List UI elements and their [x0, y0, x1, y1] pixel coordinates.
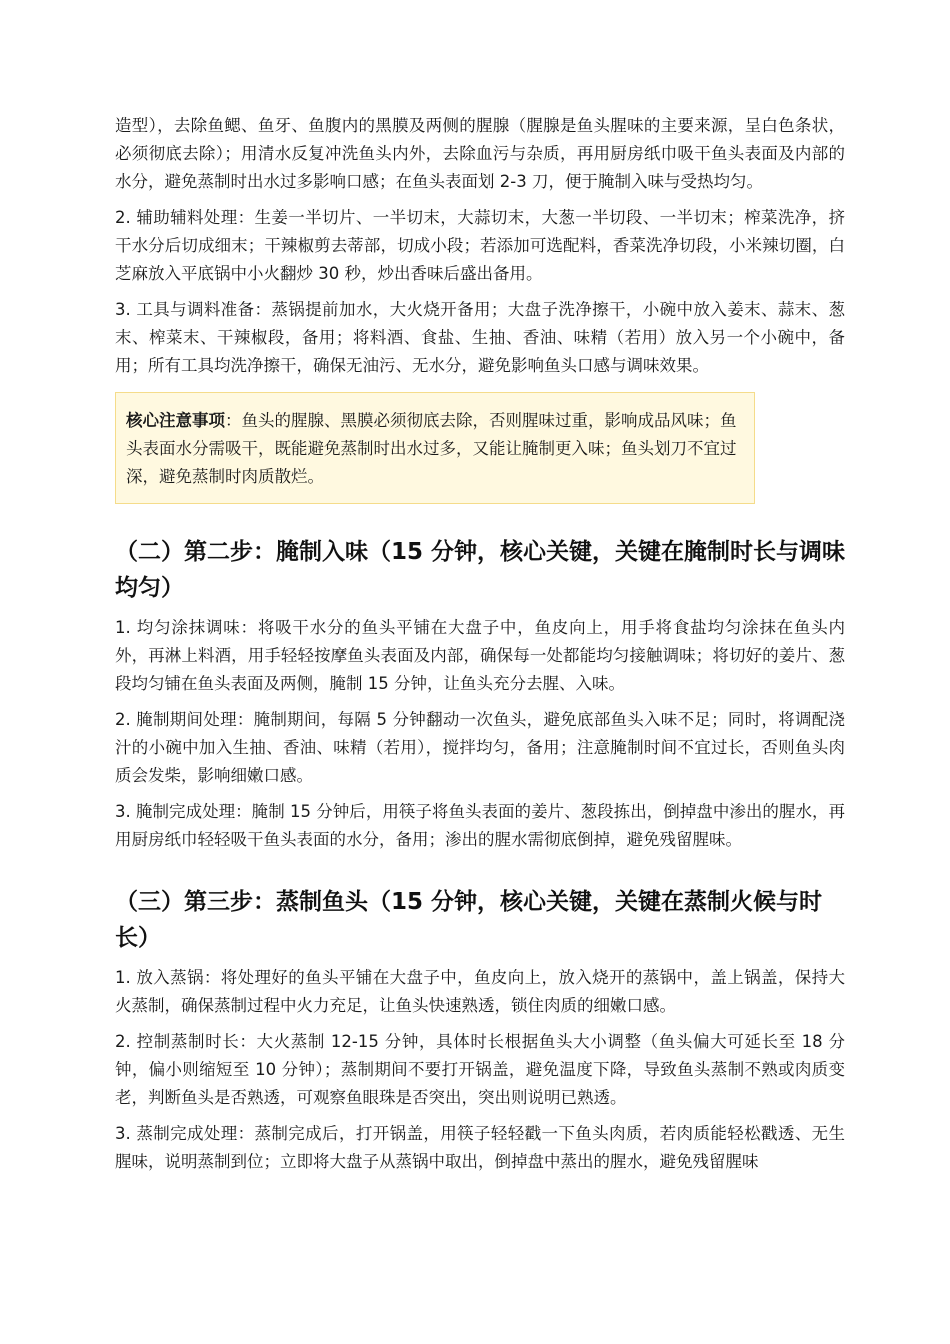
step-2-paragraph-3: 3. 腌制完成处理：腌制 15 分钟后，用筷子将鱼头表面的姜片、葱段拣出，倒掉盘中渗出的腥水，再用厨房纸巾轻轻吸干鱼头表面的水分，备用；渗出的腥水需彻底倒掉，避免残留腥味。 [115, 802, 845, 849]
step-3-paragraph-2: 2. 控制蒸制时长：大火蒸制 12-15 分钟，具体时长根据鱼头大小调整（鱼头偏大可延长至 18 分钟，偏小则缩短至 10 分钟）；蒸制期间不要打开锅盖，避免温度下降，导致鱼头蒸制不熟或肉质变老，判断鱼头是否熟透，可观察鱼眼珠是否突出，突出则说明已熟透。 [115, 1032, 845, 1107]
step-2-paragraph-1: 1. 均匀涂抹调味：将吸干水分的鱼头平铺在大盘子中，鱼皮向上，用手将食盐均匀涂抹在鱼头内外，再淋上料酒，用手轻轻按摩鱼头表面及内部，确保每一处都能均匀接触调味；将切好的姜片、葱段均匀铺在鱼头表面及两侧，腌制 15 分钟，让鱼头充分去腥、入味。 [115, 618, 845, 693]
key-notes-text: ：鱼头的腥腺、黑膜必须彻底去除，否则腥味过重，影响成品风味；鱼头表面水分需吸干，既能避免蒸制时出水过多，又能让腌制更入味；鱼头划刀不宜过深，避免蒸制时肉质散烂。 [126, 411, 737, 486]
document-page [115, 112, 845, 1184]
step-3-paragraph-3: 3. 蒸制完成处理：蒸制完成后，打开锅盖，用筷子轻轻戳一下鱼头肉质，若肉质能轻松戳透、无生腥味，说明蒸制到位；立即将大盘子从蒸锅中取出，倒掉盘中蒸出的腥水，避免残留腥味 [115, 1124, 845, 1171]
section-heading-step-2: （二）第二步：腌制入味（15 分钟，核心关键，关键在腌制时长与调味均匀） [115, 539, 846, 601]
key-notes-label: 核心注意事项 [126, 411, 225, 430]
section-heading-step-3: （三）第三步：蒸制鱼头（15 分钟，核心关键，关键在蒸制火候与时长） [115, 889, 823, 951]
step-2-paragraph-2: 2. 腌制期间处理：腌制期间，每隔 5 分钟翻动一次鱼头，避免底部鱼头入味不足；同时，将调配浇汁的小碗中加入生抽、香油、味精（若用），搅拌均匀，备用；注意腌制时间不宜过长，否则鱼头肉质会发柴，影响细嫩口感。 [115, 710, 845, 785]
key-notes-callout [115, 392, 755, 504]
step-3-paragraph-1: 1. 放入蒸锅：将处理好的鱼头平铺在大盘子中，鱼皮向上，放入烧开的蒸锅中，盖上锅盖，保持大火蒸制，确保蒸制过程中火力充足，让鱼头快速熟透，锁住肉质的细嫩口感。 [115, 968, 845, 1015]
intro-paragraph-3: 3. 工具与调料准备：蒸锅提前加水，大火烧开备用；大盘子洗净擦干，小碗中放入姜末、蒜末、葱末、榨菜末、干辣椒段，备用；将料酒、食盐、生抽、香油、味精（若用）放入另一个小碗中，备用；所有工具均洗净擦干，确保无油污、无水分，避免影响鱼头口感与调味效果。 [115, 300, 845, 375]
intro-paragraph-1: 造型），去除鱼鳃、鱼牙、鱼腹内的黑膜及两侧的腥腺（腥腺是鱼头腥味的主要来源，呈白色条状，必须彻底去除）；用清水反复冲洗鱼头内外，去除血污与杂质，再用厨房纸巾吸干鱼头表面及内部的水分，避免蒸制时出水过多影响口感；在鱼头表面划 2-3 刀，便于腌制入味与受热均匀。 [115, 116, 845, 191]
intro-paragraph-2: 2. 辅助辅料处理：生姜一半切片、一半切末，大蒜切末，大葱一半切段、一半切末；榨菜洗净，挤干水分后切成细末；干辣椒剪去蒂部，切成小段；若添加可选配料，香菜洗净切段，小米辣切圈，白芝麻放入平底锅中小火翻炒 30 秒，炒出香味后盛出备用。 [115, 208, 845, 283]
